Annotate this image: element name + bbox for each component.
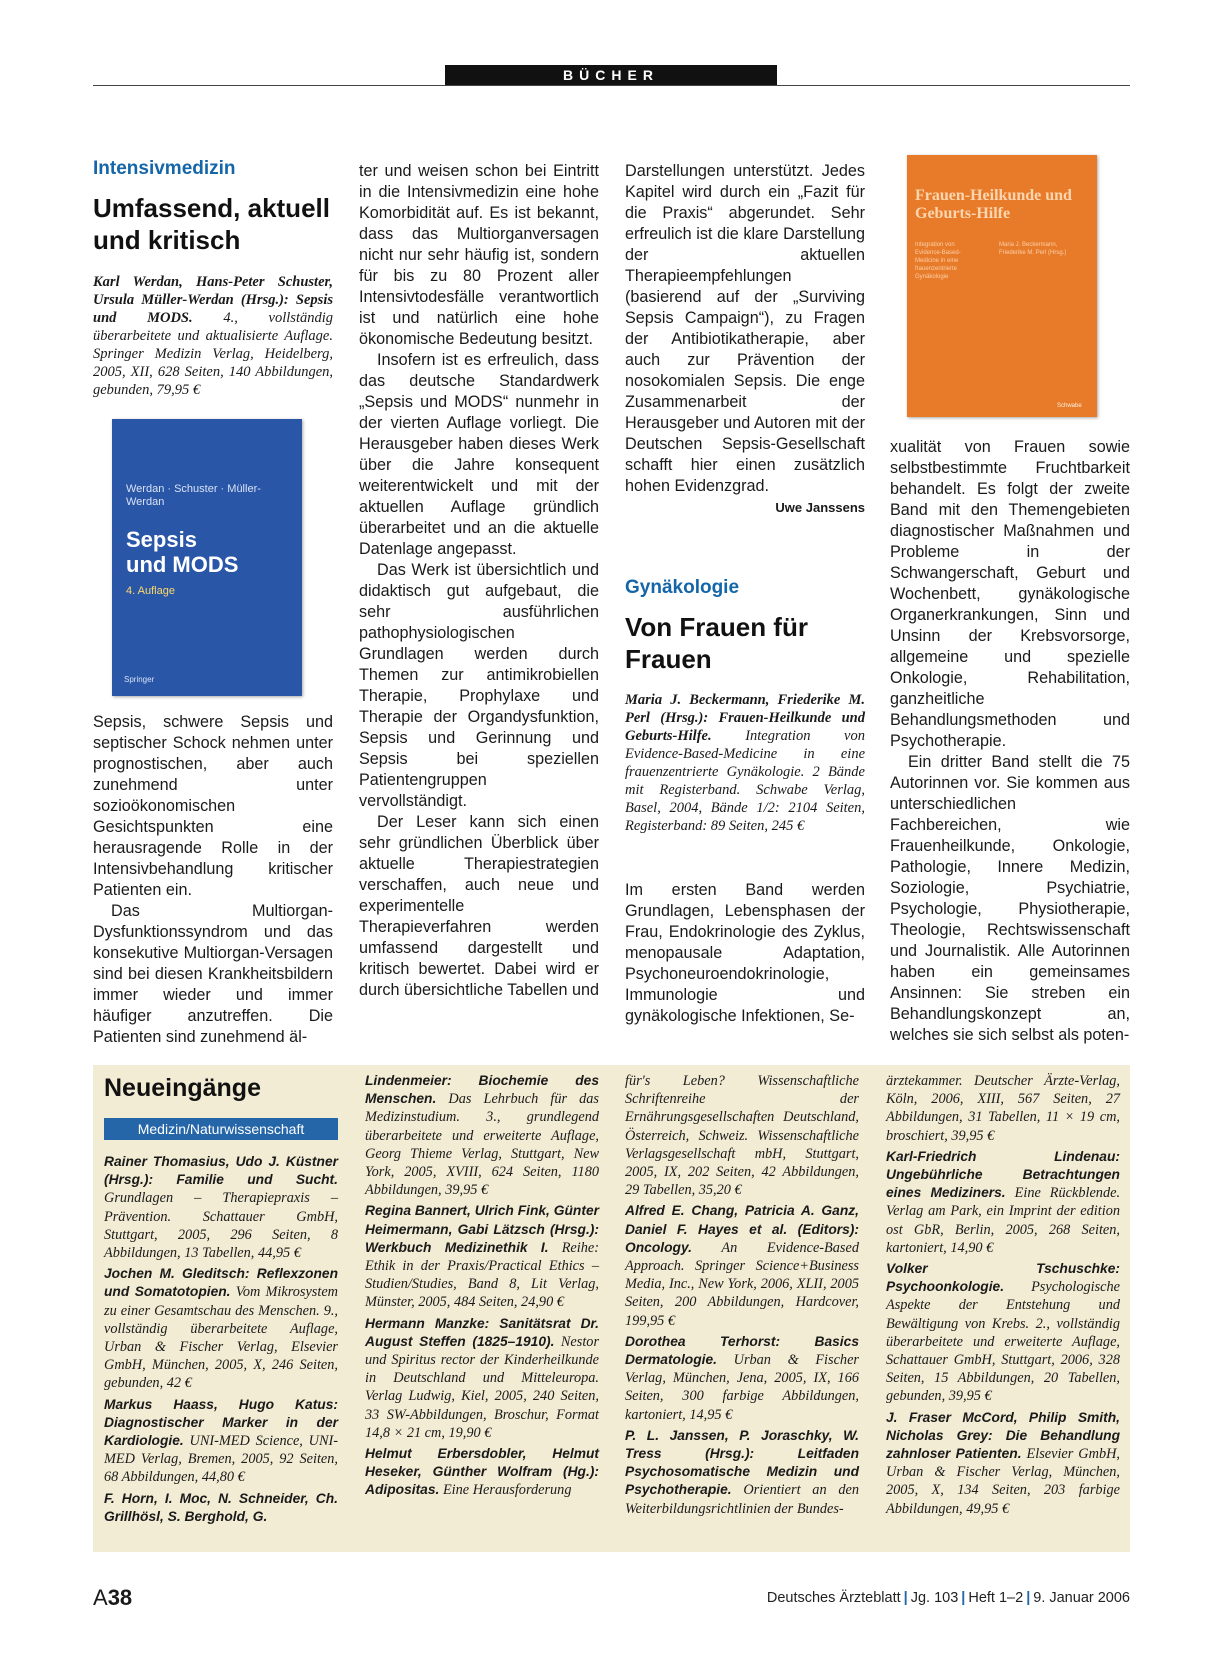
list-item (365, 1445, 599, 1500)
entry-author-title: Regina Bannert, Ulrich Fink, Günter Heimermann, Gabi Lätzsch (Hrsg.): Werkbuch Medizinethik I. (365, 1203, 599, 1255)
new-arrivals-category: Medizin/Naturwissenschaft (104, 1118, 338, 1140)
list-item (625, 1333, 859, 1424)
review2-kicker: Gynäkologie (625, 577, 740, 598)
entry-details: Eine Herausforderung (442, 1482, 572, 1499)
separator: | (961, 1590, 966, 1606)
review1-head (93, 158, 333, 399)
cover-title-line1: Sepsis (126, 527, 197, 552)
entry-details: Reihe: Ethik in der Praxis/Practical Ethics – Studien/Studies, Band 8, Lit Verlag, Münster, 2005, 484 Seiten, 24,90 € (365, 1239, 599, 1311)
review2-head (625, 577, 865, 835)
paragraph: Darstellungen unterstützt. Jedes Kapitel wird durch ein „Fazit für die Praxis“ abgerundet. Sehr erfreulich ist die klare Darstellung der aktuellen Therapieempfehlungen (basierend auf der „Surviving Sepsis Campaign“), zu Fragen der Antibiotikatherapie, aber auch zur Prävention der nosokomialen Sepsis. Die enge Zusammenarbeit der Herausgeber und Autoren mit der Deutschen Sepsis-Gesellschaft schafft hier einen zusätzlich hohen Evidenzgrad. (625, 162, 865, 495)
review2-bibliography (625, 691, 865, 835)
entry-details: Orientiert an den Weiterbildungsrichtlinien der Bundes- (625, 1482, 859, 1517)
list-item (886, 1148, 1120, 1257)
paragraph: Im ersten Band werden Grundlagen, Lebensphasen der Frau, Endokrinologie des Zyklus, menopausale Adaptation, Psychoneuroendokrinologie, Immunologie und gynäkologische Infektionen, Se- (625, 881, 865, 1025)
cover-authors: Werdan · Schuster · Müller-Werdan (126, 483, 261, 508)
review1-kicker: Intensivmedizin (93, 158, 236, 179)
entry-details: Psychologische Aspekte der Entstehung und Bewältigung von Krebs. 2., vollständig überarbeitete und erweiterte Auflage, Schattauer GmbH, Stuttgart, 2006, 328 Seiten, 15 Abbildungen, 20 Tabellen, gebunden, 39,95 € (886, 1279, 1120, 1405)
journal-date: 9. Januar 2006 (1033, 1590, 1130, 1606)
list-item (104, 1153, 338, 1262)
new-arrivals-col2 (365, 1072, 599, 1500)
list-item (104, 1396, 338, 1487)
separator: | (903, 1590, 908, 1606)
entry-details: für's Leben? Wissenschaftliche Schriftenreihe der Ernährungsgesellschaften Deutschland, Österreich, Schweiz. Wissenschaftliche Verlagsgesellschaft mbH, Stuttgart, 2005, IX, 202 Seiten, 42 Abbildungen, 29 Tabellen, 35,20 € (625, 1073, 859, 1199)
cover-editors: Maria J. Beckermann, Friederike M. Perl (Hrsg.) (999, 242, 1067, 256)
paragraph: Sepsis, schwere Sepsis und septischer Schock nehmen unter prognostischen, aber auch zunehmend unter sozioökonomischen Gesichtspunkten eine herausragende Rolle in der Intensivbehandlung kritischer Patienten ein. (93, 713, 333, 899)
cover-title (126, 527, 238, 577)
entry-author-title: Alfred E. Chang, Patricia A. Ganz, Daniel F. Hayes et al. (Editors): Oncology. (625, 1203, 859, 1255)
list-item (104, 1265, 338, 1392)
list-item (886, 1260, 1120, 1406)
cover-publisher: Schwabe (1057, 403, 1082, 409)
journal-issue: Heft 1–2 (968, 1590, 1024, 1606)
page-number-value: 38 (107, 1585, 133, 1610)
journal-volume: Jg. 103 (910, 1590, 959, 1606)
book-cover-frauenheilkunde (907, 155, 1097, 417)
list-item (625, 1427, 859, 1518)
entry-details: Nestor und Spiritus rector der Kinderheilkunde in Deutschland und Mitteleuropa. Verlag Ludwig, Kiel, 2005, 240 Seiten, 33 SW-Abbildungen, Broschur, Format 14,8 × 21 cm, 19,90 € (365, 1333, 600, 1441)
entry-author-title: Helmut Erbersdobler, Helmut Heseker, Günther Wolfram (Hg.): Adipositas. (365, 1446, 599, 1498)
paragraph: Das Multiorgan-Dysfunktionssyndrom und das konsekutive Multiorgan-Versagen sind bei diesen Krankheitsbildern immer wieder und immer häufiger anzutreffen. Die Patienten sind zunehmend äl- (93, 902, 333, 1046)
entry-details: Elsevier GmbH, Urban & Fischer Verlag, München, 2005, X, 134 Seiten, 203 farbige Abbildungen, 49,95 € (886, 1446, 1120, 1517)
cover-publisher: Springer (124, 675, 155, 684)
list-item (625, 1072, 859, 1199)
journal-name: Deutsches Ärzteblatt (766, 1590, 901, 1606)
review1-col2-text (359, 161, 599, 1001)
review1-biblio-details: 4., vollständig überarbeitete und aktualisierte Auflage. Springer Medizin Verlag, Heidelberg, 2005, XII, 628 Seiten, 140 Abbildungen, gebunden, 79,95 € (93, 310, 334, 398)
cover-title-line2: und MODS (126, 552, 239, 577)
cover-edition: 4. Auflage (126, 585, 175, 597)
review1-bibliography (93, 273, 333, 399)
paragraph: Der Leser kann sich einen sehr gründlichen Überblick über aktuelle Therapiestrategien verschaffen, auch neue und experimentelle Therapieverfahren werden umfassend dargestellt und kritisch bewertet. Dabei wird er durch übersichtliche Tabellen und (359, 813, 599, 999)
entry-author-title: Lindenmeier: Biochemie des Menschen. (365, 1073, 599, 1107)
new-arrivals-col3 (625, 1072, 859, 1518)
list-item (365, 1072, 599, 1199)
review2-biblio-authors: Maria J. Beckermann, Friederike M. Perl (Hrsg.): Frauen-Heilkunde und Geburts-Hilfe. (625, 692, 865, 744)
entry-author-title: F. Horn, I. Moc, N. Schneider, Ch. Grillhösl, S. Berghold, G. (104, 1490, 338, 1524)
list-item (886, 1409, 1120, 1518)
list-item (625, 1202, 859, 1329)
section-label: BÜCHER (445, 65, 777, 85)
cover-subtitle: Integration von Evidence-Based-Medicine in eine frauenzentrierte Gynäkologie (915, 242, 961, 280)
review1-col1-text (93, 712, 333, 1048)
reviewer-name: Uwe Janssens (775, 500, 865, 515)
review2-col4-text (890, 437, 1130, 1046)
entry-details: Grundlagen – Therapiepraxis – Prävention. Schattauer GmbH, Stuttgart, 2005, 296 Seiten, 8 Abbildungen, 13 Tabellen, 44,95 € (104, 1190, 338, 1262)
page-prefix: A (93, 1585, 108, 1610)
book-cover-sepsis (112, 419, 302, 696)
entry-author-title: J. Fraser McCord, Philip Smith, Nicholas Grey: Die Behandlung zahnloser Patienten. (886, 1409, 1120, 1462)
entry-details: Eine Rückblende. Verlag am Park, ein Imprint der edition ost GbR, Berlin, 2005, 268 Seiten, kartoniert, 14,90 € (886, 1185, 1121, 1256)
entry-details: Vom Mikrosystem zu einer Gesamtschau des Menschen. 9., vollständig überarbeitete Auflage, Urban & Fischer Verlag, Elsevier GmbH, München, 2005, X, 246 Seiten, gebunden, 42 € (104, 1284, 338, 1392)
paragraph: Insofern ist es erfreulich, dass das deutsche Standardwerk „Sepsis und MODS“ nunmehr in der vierten Auflage vorliegt. Die Herausgeber haben dieses Werk über die Jahre konsequent weiterentwickelt und mit der aktuellen Auflage gründlich überarbeitet und an die aktuelle Datenlage angepasst. (359, 351, 599, 558)
entry-author-title: Karl-Friedrich Lindenau: Ungebührliche Betrachtungen eines Mediziners. (886, 1148, 1120, 1201)
header-rule (93, 85, 1130, 86)
review1-col3-text (625, 161, 865, 518)
entry-details: Urban & Fischer Verlag, München, Jena, 2005, IX, 166 Seiten, 300 farbige Abbildungen, kartoniert, 14,95 € (625, 1352, 859, 1423)
entry-author-title: Jochen M. Gleditsch: Reflexzonen und Somatotopien. (104, 1266, 338, 1300)
paragraph: Ein dritter Band stellt die 75 Autorinnen vor. Sie kommen aus unterschiedlichen Fachbereichen, wie Frauenheilkunde, Onkologie, Pathologie, Innere Medizin, Soziologie, Psychiatrie, Psychologie, Physiotherapie, Theologie, Rechtswissenschaft und Journalistik. Alle Autorinnen haben ein gemeinsames Ansinnen: Sie streben ein Behandlungskonzept an, welches sie sich selbst als poten- (890, 753, 1130, 1044)
page-number (93, 1585, 132, 1611)
list-item (886, 1072, 1120, 1145)
new-arrivals-title: Neueingänge (104, 1074, 261, 1102)
entry-author-title: Volker Tschuschke: Psychoonkologie. (886, 1261, 1120, 1295)
review2-col3-text (625, 880, 865, 1027)
entry-details: An Evidence-Based Approach. Springer Science+Business Media, Inc., New York, 2006, XLII, 2005 Seiten, 200 Abbildungen, Hardcover, 199,95 € (625, 1239, 859, 1329)
review1-headline: Umfassend, aktuell und kritisch (93, 193, 330, 255)
entry-author-title: Rainer Thomasius, Udo J. Küstner (Hrsg.): Familie und Sucht. (104, 1154, 338, 1188)
new-arrivals-col1 (104, 1150, 338, 1526)
entry-details: UNI-MED Science, UNI-MED Verlag, Bremen, 2005, 92 Seiten, 68 Abbildungen, 44,80 € (104, 1433, 339, 1486)
cover-title: Frauen-Heilkunde und Geburts-Hilfe (915, 187, 1072, 222)
paragraph: xualität von Frauen sowie selbstbestimmte Fruchtbarkeit behandelt. Es folgt der zweite Band mit den Themengebieten diagnostischer Maßnahmen und Probleme in der Schwangerschaft, Geburt und Wochenbett, gynäkologische Organerkrankungen, Sinn und Unsinn der Krebsvorsorge, allgemeine und spezielle Onkologie, Rehabilitation, ganzheitliche Behandlungsmethoden und Psychotherapie. (890, 438, 1130, 750)
entry-author-title: Dorothea Terhorst: Basics Dermatologie. (625, 1333, 859, 1368)
paragraph: Das Werk ist übersichtlich und didaktisch gut aufgebaut, die sehr ausführlichen pathophysiologischen Grundlagen werden durch Themen zur antimikrobiellen Therapie, Prophylaxe und Therapie der Organdysfunktion, Sepsis und Gerinnung und Sepsis bei speziellen Patientengruppen vervollständigt. (359, 561, 599, 810)
paragraph: ter und weisen schon bei Eintritt in die Intensivmedizin eine hohe Komorbidität auf. Es ist bekannt, dass das Multiorganversagen nicht nur sehr häufig ist, sondern für bis zu 80 Prozent aller Intensivtodesfälle verantwortlich ist und natürlich eine hohe ökonomische Bedeutung besitzt. (359, 162, 599, 348)
entry-details: ärztekammer. Deutscher Ärzte-Verlag, Köln, 2006, XIII, 567 Seiten, 27 Abbildungen, 31 Tabellen, 11 × 19 cm, broschiert, 39,95 € (886, 1073, 1120, 1144)
list-item (365, 1202, 599, 1311)
entry-details: Das Lehrbuch für das Medizinstudium. 3., grundlegend überarbeitete und erweiterte Auflage, Georg Thieme Verlag, Stuttgart, New York, 2005, XVIII, 624 Seiten, 1180 Abbildungen, 39,95 € (365, 1091, 599, 1199)
separator: | (1026, 1590, 1031, 1606)
entry-author-title: Hermann Manzke: Sanitätsrat Dr. August Steffen (1825–1910). (365, 1315, 599, 1349)
list-item (104, 1490, 338, 1526)
journal-info (767, 1590, 1130, 1606)
new-arrivals-col4 (886, 1072, 1120, 1518)
review1-biblio-authors: Karl Werdan, Hans-Peter Schuster, Ursula Müller-Werdan (Hrsg.): Sepsis und MODS. (93, 274, 333, 326)
review2-biblio-details: Integration von Evidence-Based-Medicine in eine frauenzentrierte Gynäkologie. 2 Bände mit Registerband. Schwabe Verlag, Basel, 2004, Bände 1/2: 2104 Seiten, Registerband: 89 Seiten, 245 € (625, 728, 865, 834)
list-item (365, 1315, 599, 1442)
entry-author-title: Markus Haass, Hugo Katus: Diagnostischer Marker in der Kardiologie. (104, 1396, 338, 1449)
review2-headline: Von Frauen für Frauen (625, 612, 808, 674)
entry-author-title: P. L. Janssen, P. Joraschky, W. Tress (Hrsg.): Leitfaden Psychosomatische Medizin und Psychotherapie. (625, 1427, 859, 1498)
